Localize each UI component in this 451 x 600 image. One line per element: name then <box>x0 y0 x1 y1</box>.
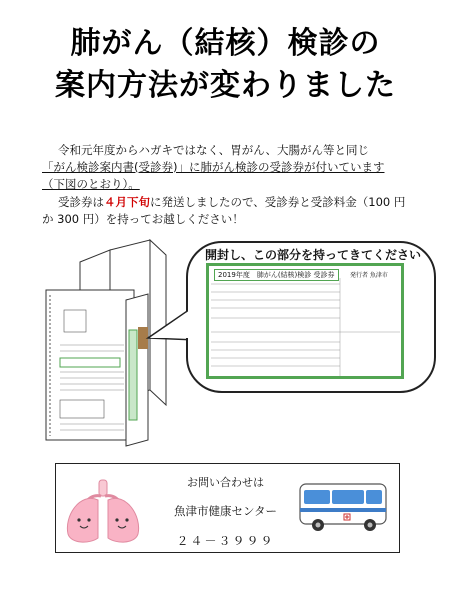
title-line-2: 案内方法が変わりました <box>55 68 396 103</box>
contact-heading: お問い合わせは <box>187 476 264 489</box>
bubble-title: 開封し、この部分を持ってきてください <box>204 248 421 262</box>
ticket-title: 2019年度 肺がん(結核)検診 受診券 <box>214 269 339 281</box>
contact-name: 魚津市健康センター <box>173 504 278 518</box>
title-line-1: 肺がん（結核）検診の <box>70 26 381 61</box>
p2-date: ４月下旬 <box>104 195 150 209</box>
contact-phone: ２４－３９９９ <box>176 534 275 548</box>
ticket-issuer: 発行者 魚津市 <box>350 272 388 279</box>
paragraph-1-line-2: 「がん検診案内書(受診券)」に肺がん検診の受診券が付いています <box>42 160 385 174</box>
p2-post: に発送しましたので、受診券と受診料金（100 円 <box>150 195 406 209</box>
paragraph-2-line-2: か 300 円）を持ってお越しください！ <box>42 212 244 226</box>
health-bus-icon <box>296 478 392 536</box>
lungs-icon <box>62 478 144 546</box>
paragraph-1-line-3: （下図のとおり）。 <box>42 177 140 191</box>
p2-pre: 受診券は <box>58 195 104 209</box>
paragraph-1-line-1: 令和元年度からハガキではなく、胃がん、大腸がん等と同じ <box>58 143 369 157</box>
